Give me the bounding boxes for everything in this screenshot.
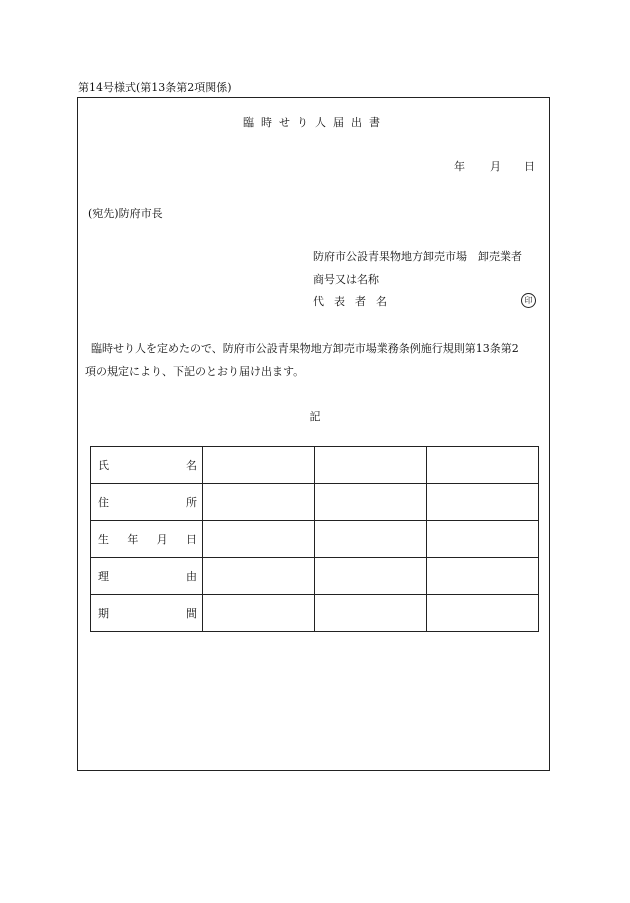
label-char: 年 [127,533,139,546]
entry-cell[interactable] [203,521,315,558]
label-char: 氏 [98,459,109,472]
entry-cell[interactable] [315,484,427,521]
table-row [91,447,539,484]
label-char: 理 [98,570,109,583]
entry-cell[interactable] [315,558,427,595]
details-table [90,446,539,632]
entry-cell[interactable] [427,484,539,521]
row-label-period [91,595,203,632]
label-char: 名 [186,459,197,472]
entry-cell[interactable] [427,558,539,595]
label-char: 日 [185,533,197,546]
row-label-address [91,484,203,521]
date-year-label: 年 [454,160,465,173]
entry-cell[interactable] [315,595,427,632]
body-text-line-1: 臨時せり人を定めたので、防府市公設青果物地方卸売市場業務条例施行規則第13条第2 [91,342,519,355]
row-label-reason [91,558,203,595]
date-month-label: 月 [490,160,501,173]
entry-cell[interactable] [203,484,315,521]
document-title: 臨時せり人届出書 [243,116,387,129]
entry-cell[interactable] [427,447,539,484]
entry-cell[interactable] [203,595,315,632]
sender-market-line: 防府市公設青果物地方卸売市場 卸売業者 [313,250,522,263]
entry-cell[interactable] [203,558,315,595]
seal-mark: 印 [521,293,536,308]
label-char: 住 [98,496,109,509]
addressee: (宛先)防府市長 [88,207,163,220]
entry-cell[interactable] [427,595,539,632]
entry-cell[interactable] [315,521,427,558]
label-char: 月 [156,533,168,546]
table-row [91,595,539,632]
form-frame [77,97,550,771]
table-row [91,484,539,521]
entry-cell[interactable] [427,521,539,558]
entry-cell[interactable] [315,447,427,484]
row-label-name [91,447,203,484]
entry-cell[interactable] [203,447,315,484]
table-row [91,558,539,595]
ki-heading: 記 [309,410,321,423]
label-char: 由 [186,570,197,583]
label-char: 期 [98,607,109,620]
form-reference: 第14号様式(第13条第2項関係) [78,81,232,94]
label-char: 生 [98,533,109,546]
table-row [91,521,539,558]
body-text-line-2: 項の規定により、下記のとおり届け出ます。 [85,365,305,378]
row-label-birthdate [91,521,203,558]
sender-company-name-label: 商号又は名称 [313,273,379,286]
label-char: 間 [186,607,197,620]
date-day-label: 日 [524,160,535,173]
label-char: 所 [186,496,197,509]
sender-representative-label: 代表者名 [313,295,397,308]
